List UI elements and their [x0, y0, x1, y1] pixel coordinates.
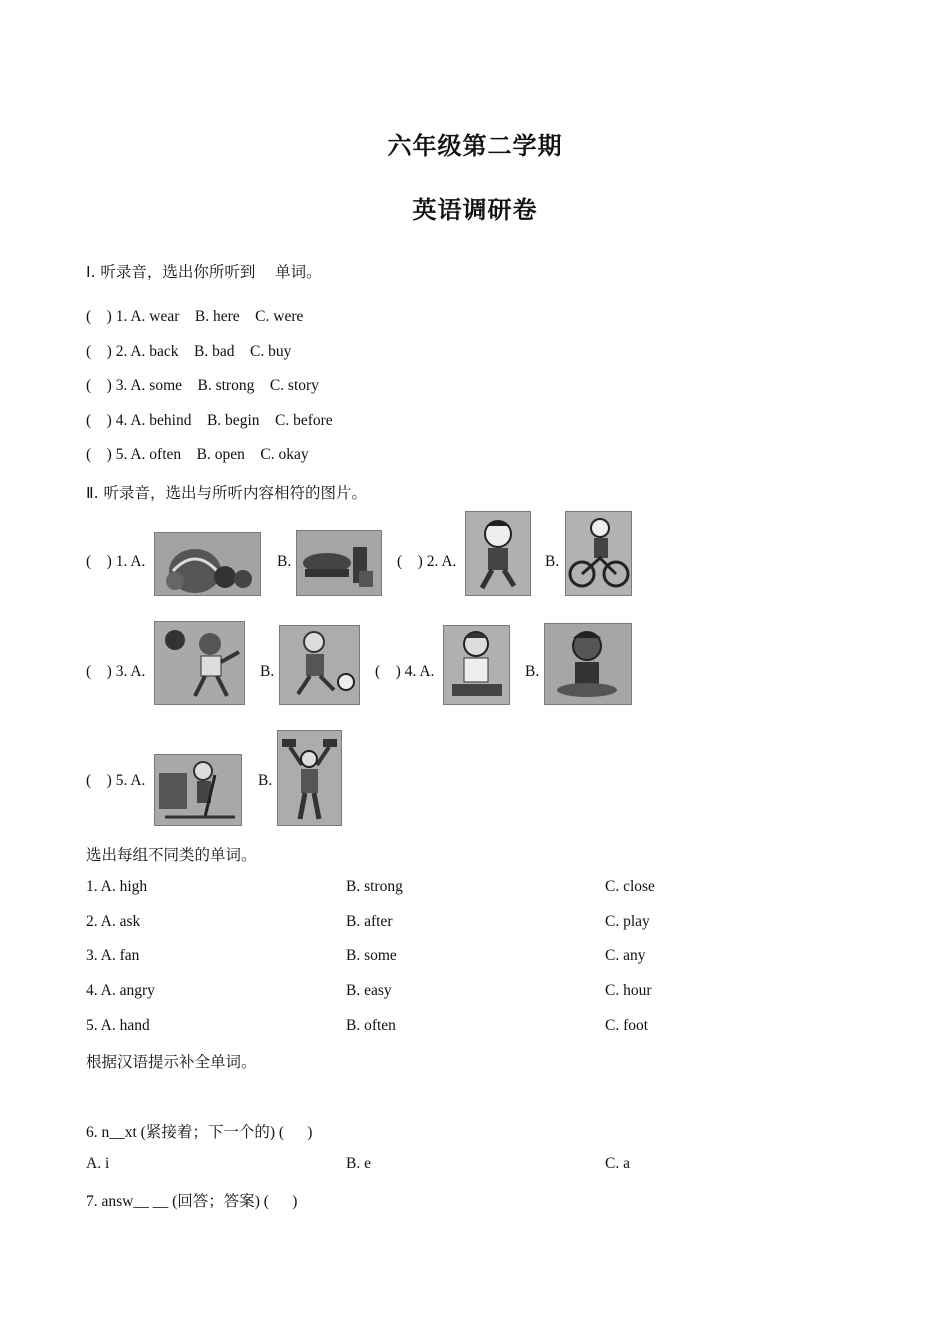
picture-question-label: ( ) 3. A.: [86, 663, 146, 680]
running-boy-picture: [465, 511, 531, 596]
word-option: C. hour: [605, 982, 652, 999]
word-option: 3. A. fan: [86, 947, 140, 964]
picture-question-label: ( ) 2. A.: [397, 553, 457, 570]
section-2-heading: Ⅱ. 听录音，选出与所听内容相符的图片。: [86, 484, 367, 502]
section-1-item: ( ) 5. A. often B. open C. okay: [86, 446, 309, 463]
cycling-girl-picture: [565, 511, 632, 596]
word-option: 1. A. high: [86, 878, 148, 895]
football-girl-picture: [279, 625, 360, 705]
word-option: B. often: [346, 1017, 396, 1034]
word-option: C. play: [605, 913, 650, 930]
sweeping-girl-picture: [154, 754, 242, 826]
word-option: B. easy: [346, 982, 392, 999]
reading-boy-picture: [443, 625, 510, 705]
word-option: B. some: [346, 947, 397, 964]
word-option: A. i: [86, 1155, 110, 1172]
fruit-picture: [154, 532, 261, 596]
section-1-item: ( ) 1. A. wear B. here C. were: [86, 308, 304, 325]
section-1-item: ( ) 4. A. behind B. begin C. before: [86, 412, 333, 429]
picture-option-label: B.: [260, 663, 275, 680]
section-3-heading: 选出每组不同类的单词。: [86, 846, 257, 864]
word-option: B. strong: [346, 878, 403, 895]
word-option: 5. A. hand: [86, 1017, 150, 1034]
picture-question-label: ( ) 1. A.: [86, 553, 146, 570]
word-option: C. a: [605, 1155, 630, 1172]
picture-question-label: ( ) 4. A.: [375, 663, 435, 680]
fill-question: 6. n__xt (紧接着；下一个的) ( ): [86, 1124, 313, 1141]
fast-food-picture: [296, 530, 382, 596]
picture-option-label: B.: [545, 553, 560, 570]
word-option: B. e: [346, 1155, 371, 1172]
section-1-heading: Ⅰ. 听录音，选出你所听到 单词。: [86, 263, 322, 281]
word-option: B. after: [346, 913, 393, 930]
word-option: C. any: [605, 947, 646, 964]
picture-option-label: B.: [525, 663, 540, 680]
picture-question-label: ( ) 5. A.: [86, 772, 146, 789]
word-option: C. foot: [605, 1017, 649, 1034]
word-option: 4. A. angry: [86, 982, 155, 999]
section-1-item: ( ) 3. A. some B. strong C. story: [86, 377, 319, 394]
page-subtitle: 英语调研卷: [412, 196, 538, 224]
fill-question: 7. answ__ __ (回答；答案) ( ): [86, 1193, 298, 1210]
picture-option-label: B.: [277, 553, 292, 570]
word-option: C. close: [605, 878, 655, 895]
page-title: 六年级第二学期: [387, 132, 563, 160]
basketball-boy-picture: [154, 621, 245, 705]
section-4-heading: 根据汉语提示补全单词。: [86, 1053, 257, 1071]
picture-option-label: B.: [258, 772, 273, 789]
section-1-item: ( ) 2. A. back B. bad C. buy: [86, 343, 292, 360]
word-option: 2. A. ask: [86, 913, 141, 930]
lifting-weights-boy-picture: [277, 730, 342, 826]
eating-boy-picture: [544, 623, 632, 705]
